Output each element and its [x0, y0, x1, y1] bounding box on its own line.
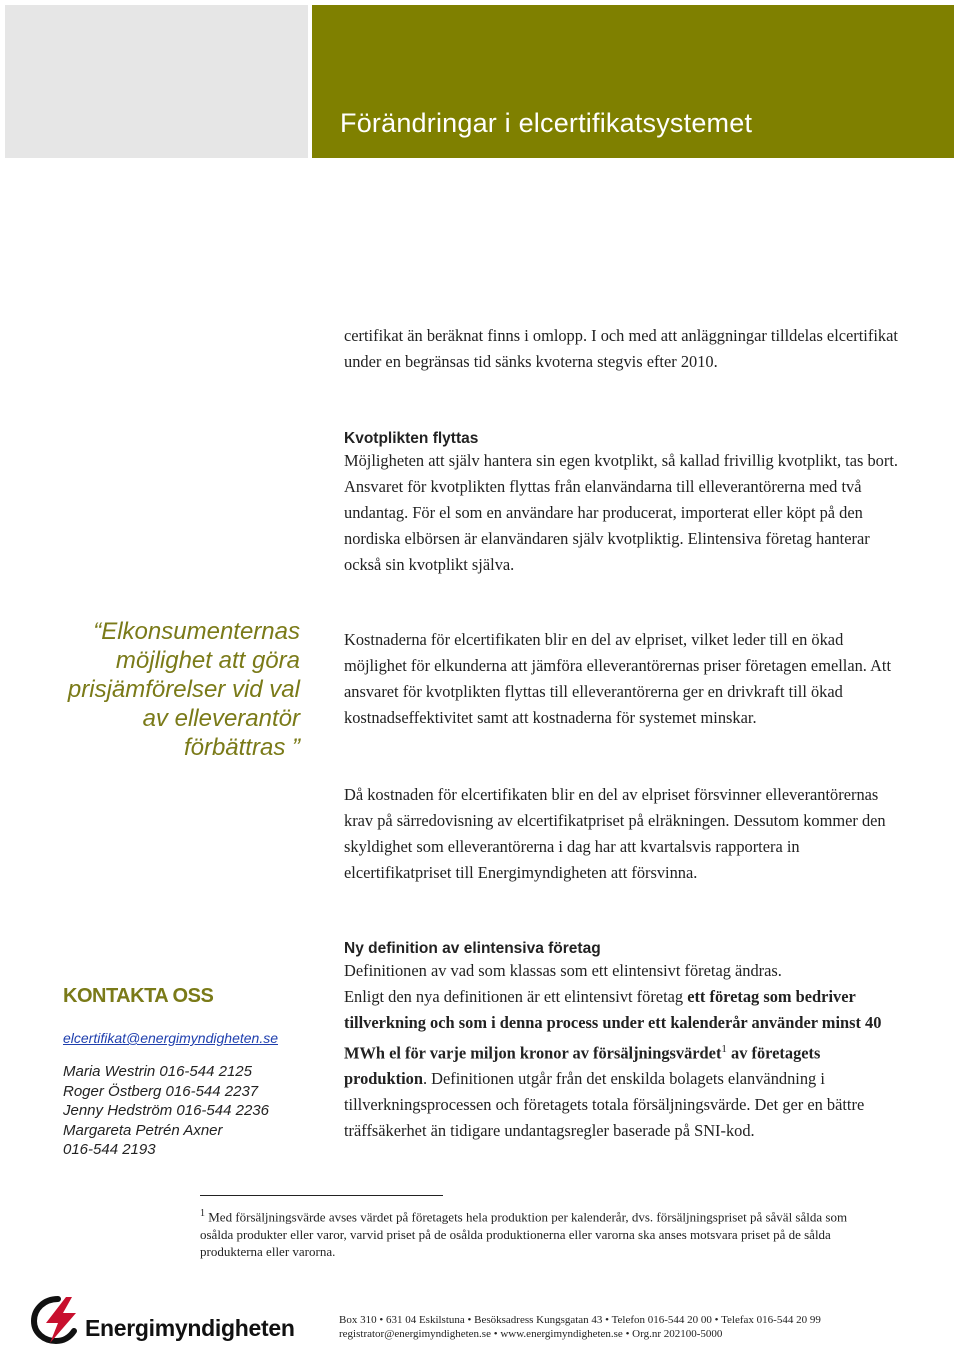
- pull-quote: [40, 617, 300, 762]
- definition-text-end: . Definitionen utgår från det enskilda bolagets elanvändning i tillverkningsprocessen och företagets totala försäljningsvärde. Det ger en bättre träffsäkerhet än tidigare undantagsregler baserade på SNI-kod.: [344, 1069, 865, 1141]
- contact-line: Roger Östberg 016-544 2237: [63, 1082, 259, 1100]
- page-title: Förändringar i elcertifikatsystemet: [340, 108, 753, 138]
- section-heading: Ny definition av elintensiva företag: [344, 940, 601, 957]
- section-body: Möjligheten att själv hantera sin egen kvotplikt, så kallad frivillig kvotplikt, tas bort. Ansvaret för kvotplikten flyttas från elanvändarna till elleverantörerna med två undantag. För el som en användare har producerat, importerat eller köpt på den nordiska elbörsen är elanvändaren själv kvotpliktig. Elintensiva företag hanterar också sin kvotplikt själva.: [344, 451, 898, 574]
- intro-text: certifikat än beräknat finns i omlopp. I och med att anläggningar tilldelas elcertifikat under en begränsas tid sänks kvoterna stegvis efter 2010.: [344, 326, 898, 371]
- logo-wordmark: Energimyndigheten: [85, 1315, 295, 1341]
- intro-paragraph: [344, 323, 904, 375]
- definition-bold-2: av företagets produktion: [344, 1043, 821, 1089]
- banner-left-panel: [5, 5, 308, 158]
- footnote-text: Med försäljningsvärde avses värdet på företagets hela produktion per kalenderår, dvs. försäljningspriset på såväl sålda som osålda produkter eller varor, varvid priset på de osålda produktionerna eller varorna ska anses motsvara priset på de sålda produkterna eller varorna.: [200, 1209, 848, 1260]
- contact-email-link[interactable]: elcertifikat@energimyndigheten.se: [63, 1030, 278, 1046]
- footnote: [200, 1205, 880, 1261]
- definition-bold-1: ett företag som bedriver tillverkning och som i denna process under ett kalenderår använder minst 40 MWh el för varje miljon kronor av försäljningsvärdet: [344, 987, 882, 1063]
- quote-open-mark: “: [93, 618, 102, 645]
- definition-body: [344, 984, 904, 1144]
- paragraph-text: Kostnaderna för elcertifikaten blir en del av elpriset, vilket leder till en ökad möjlighet för elkunderna att jämföra elleverantörernas priser företagen emellan. Att ansvaret för kvotplikten flyttas till elleverantörerna ger en drivkraft till ökad kostnadseffektivitet samt att kostnaderna för systemet minskar.: [344, 630, 892, 727]
- paragraph-text: Då kostnaden för elcertifikaten blir en del av elpriset försvinner elleverantörernas krav på särredovisning av elcertifikatpriset på elräkningen. Dessutom kommer den skyldighet som elleverantörerna i dag har att kvartalsvis rapportera in elcertifikatpriset till Energimyndigheten att försvinna.: [344, 785, 886, 882]
- contact-line: Margareta Petrén Axner: [63, 1121, 223, 1139]
- contact-line: Jenny Hedström 016-544 2236: [63, 1102, 269, 1119]
- footnote-reference: 1: [721, 1043, 727, 1055]
- definition-text-start: Enligt den nya definitionen är ett elintensivt företag: [344, 987, 684, 1006]
- contact-line: Maria Westrin 016-544 2125: [63, 1063, 252, 1080]
- footnote-number: 1: [200, 1208, 205, 1219]
- paragraph-costs: [344, 627, 904, 731]
- footnote-divider: [200, 1195, 443, 1196]
- quote-text: Elkonsumenternas möjlighet att göra prisjämförelser vid val av elleverantör förbättras: [67, 618, 300, 761]
- quote-close-mark: ”: [285, 734, 300, 761]
- address-line: Box 310 • 631 04 Eskilstuna • Besöksadress Kungsgatan 43 • Telefon 016-544 20 00 • Telefax 016-544 20 99: [339, 1314, 821, 1326]
- contact-list: [63, 1062, 313, 1160]
- paragraph-invoice: [344, 782, 904, 886]
- footer-address: [339, 1313, 939, 1341]
- address-line: registrator@energimyndigheten.se • www.energimyndigheten.se • Org.nr 202100-5000: [339, 1328, 723, 1340]
- section-definition: [344, 938, 904, 1144]
- section-heading: Kvotplikten flyttas: [344, 430, 479, 447]
- section-kvotplikten: [344, 428, 904, 578]
- contact-line: 016-544 2193: [63, 1141, 156, 1158]
- contact-heading: KONTAKTA OSS: [63, 985, 214, 1007]
- definition-line: Definitionen av vad som klassas som ett elintensivt företag ändras.: [344, 961, 782, 980]
